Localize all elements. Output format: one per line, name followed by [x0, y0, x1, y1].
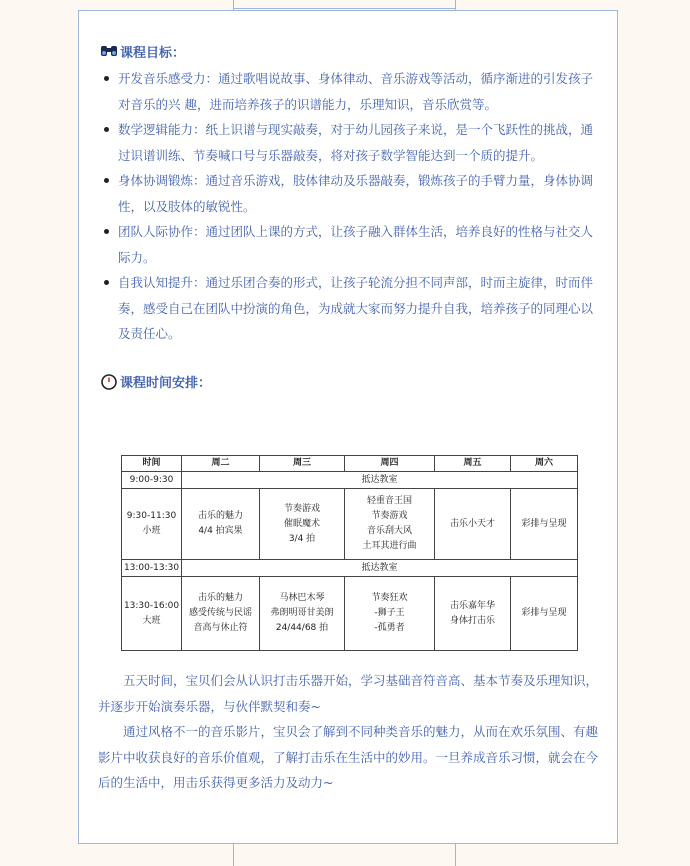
cell-line: 大班	[142, 615, 161, 626]
frame-line-bottom-left	[233, 844, 234, 866]
header-cell: 周二	[182, 456, 260, 472]
binoculars-icon	[100, 44, 118, 58]
cell-line: 感受传统与民谣	[188, 608, 252, 618]
list-item: 自我认知提升：通过乐团合奏的形式，让孩子轮流分担不同声部，时而主旋律，时而伴奏，感受自己在团队中扮演的角色，为成就大家而努力提升自我，培养孩子的同理心以及责任心。	[100, 270, 600, 347]
cell-line: 弗朗明哥甘美朗	[270, 608, 334, 618]
paragraph: 五天时间，宝贝们会从认识打击乐器开始，学习基础音符音高、基本节奏及乐理知识，并逐步开始演奏乐器，与伙伴默契和奏~	[98, 673, 599, 714]
cell-line: 击乐嘉年华	[449, 600, 495, 611]
cell-line: 3/4 拍	[288, 533, 316, 544]
cell-line: 彩排与呈现	[521, 608, 567, 618]
cell-line: 节奏游戏	[371, 511, 408, 521]
cell-line: 身体打击乐	[449, 615, 495, 626]
cell-line: 击乐的魅力	[197, 593, 243, 603]
goals-title: 课程目标：	[120, 45, 186, 61]
class-cell	[511, 489, 578, 560]
class-cell	[260, 489, 345, 560]
table-row	[122, 577, 578, 651]
class-cell	[260, 577, 345, 651]
schedule-title: 课程时间安排：	[120, 376, 212, 391]
paragraph: 通过风格不一的音乐影片，宝贝会了解到不同种类音乐的魅力，从而在欢乐氛围、有趣影片中收获良好的音乐价值观，了解打击乐在生活中的妙用。一旦养成音乐习惯，就会在今后的生活中，用击乐获得更多活力及动力~	[98, 724, 599, 790]
header-cell: 周三	[260, 456, 345, 472]
cell-line: 催眠魔术	[283, 518, 320, 529]
class-cell	[345, 577, 435, 651]
list-item: 身体协调锻炼：通过音乐游戏，肢体律动及乐器敲奏，锻炼孩子的手臂力量，身体协调性，以及肢体的敏锐性。	[100, 168, 600, 219]
cell-line: -孤勇者	[374, 623, 405, 633]
class-cell	[182, 489, 260, 560]
cell-line: -狮子王	[374, 608, 405, 618]
frame-line-bottom-right	[455, 844, 456, 866]
time-cell: 9:00-9:30	[122, 472, 182, 489]
class-cell	[345, 489, 435, 560]
cell-line: 节奏游戏	[283, 503, 320, 514]
header-cell: 周五	[435, 456, 511, 472]
cell-line: 击乐的魅力	[197, 511, 243, 521]
table-header-row	[122, 456, 578, 472]
cell-line: 马林巴木琴	[279, 593, 325, 603]
cell-line: 击乐小天才	[449, 518, 495, 529]
cell-line: 小班	[142, 526, 161, 536]
header-cell: 周四	[345, 456, 435, 472]
cell-line: 土耳其进行曲	[362, 541, 417, 551]
list-item: 团队人际协作：通过团队上课的方式，让孩子融入群体生活，培养良好的性格与社交人际力。	[100, 219, 600, 270]
cell-line: 音乐刮大风	[366, 526, 412, 536]
schedule-heading	[100, 371, 600, 393]
goals-list	[100, 66, 600, 347]
header-cell: 时间	[122, 456, 182, 472]
clock-icon	[100, 374, 118, 390]
list-item: 数学逻辑能力：纸上识谱与现实敲奏，对于幼儿园孩子来说，是一个飞跃性的挑战，通过识谱训练、节奏喊口号与乐器敲奏，将对孩子数学智能达到一个质的提升。	[100, 117, 600, 168]
table-row	[122, 560, 578, 577]
table-row	[122, 472, 578, 489]
goals-heading	[100, 40, 600, 62]
list-item: 开发音乐感受力：通过歌唱说故事、身体律动、音乐游戏等活动，循序渐进的引发孩子对音乐的兴 趣，进而培养孩子的识谱能力，乐理知识，音乐欣赏等。	[100, 66, 600, 117]
header-cell: 周六	[511, 456, 578, 472]
cell-line: 24/44/68 拍	[275, 623, 329, 633]
cell-line: 13:30-16:00	[123, 600, 180, 611]
class-cell	[435, 489, 511, 560]
table-row	[122, 489, 578, 560]
time-cell: 13:00-13:30	[122, 560, 182, 577]
class-cell	[182, 577, 260, 651]
cell-line: 彩排与呈现	[521, 518, 567, 529]
frame-line-top	[233, 8, 456, 9]
time-cell	[122, 577, 182, 651]
arrival-cell: 抵达教室	[182, 472, 578, 489]
cell-line: 9:30-11:30	[126, 511, 177, 521]
cell-line: 轻重音王国	[366, 496, 412, 506]
class-cell	[511, 577, 578, 651]
cell-line: 4/4 拍宾果	[198, 526, 243, 536]
cell-line: 节奏狂欢	[371, 593, 408, 603]
time-cell	[122, 489, 182, 560]
arrival-cell: 抵达教室	[182, 560, 578, 577]
summary-paragraphs	[98, 668, 600, 796]
schedule-table	[121, 455, 578, 651]
class-cell	[435, 577, 511, 651]
main-content	[100, 40, 600, 393]
cell-line: 音高与休止符	[193, 623, 248, 633]
